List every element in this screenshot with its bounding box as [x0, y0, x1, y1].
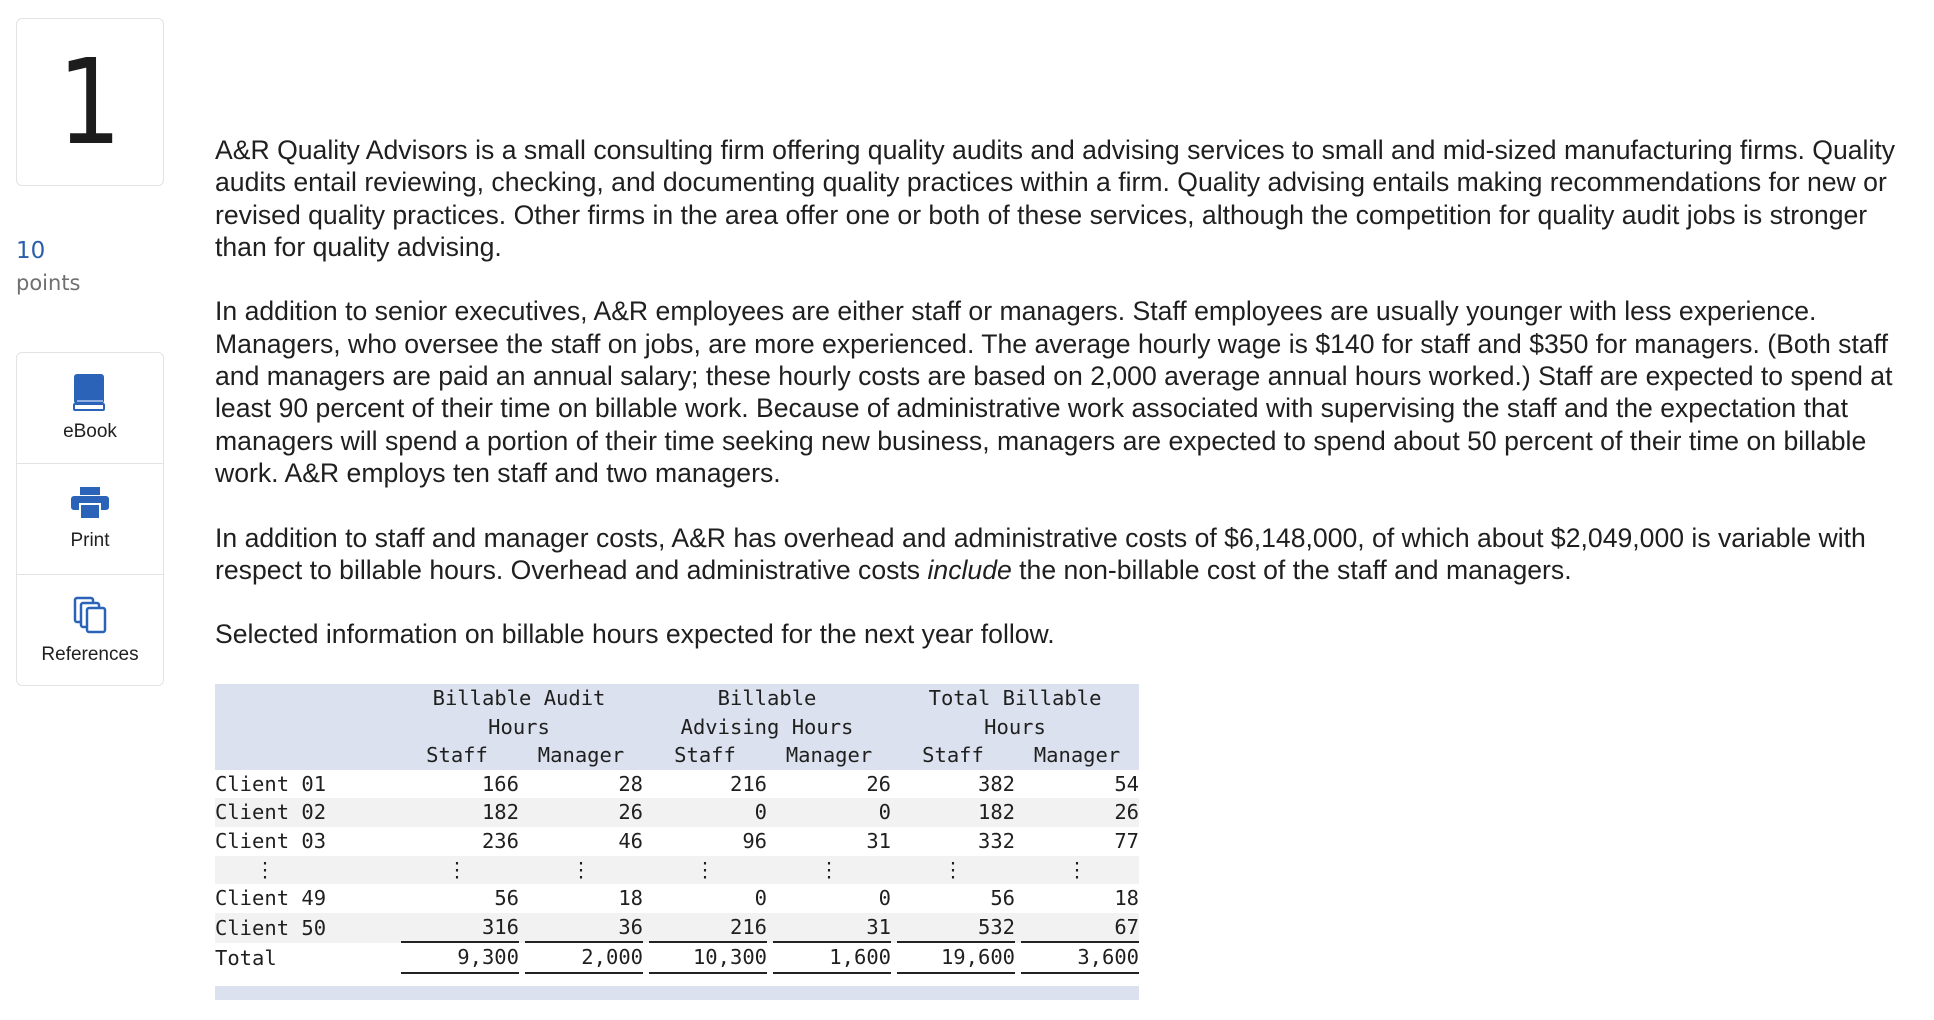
cell: 532: [897, 913, 1015, 944]
points-value: 10: [16, 238, 46, 264]
cell: 67: [1021, 913, 1139, 944]
cell: 332: [977, 828, 1016, 853]
vertical-ellipsis: ⋮: [694, 857, 716, 882]
advising-header-line2: Advising Hours: [680, 714, 854, 739]
vertical-ellipsis: ⋮: [446, 857, 468, 882]
advising-header-line1: Billable: [717, 686, 817, 710]
paragraph-2: In addition to senior executives, A&R employees are either staff or managers. Staff employees are usually younger with less experience. Managers, who oversee the staff on jobs, are more experienced. The average hourly wage is $140 for staff and $350 for managers. (Both staff and managers are paid an annual salary; these hourly costs are based on 2,000 average annual hours worked.) Staff are expected to spend at least 90 percent of their time on billable work. Because of administrative work associated with supervising the staff and the expectation that managers will spend a portion of their time seeking new business, managers are expected to spend about 50 percent of their time on billable work. A&R employs ten staff and two managers.: [215, 296, 1893, 488]
print-button[interactable]: [17, 464, 163, 575]
cell: 56: [990, 886, 1016, 911]
cell: 0: [878, 800, 892, 825]
cell: 96: [742, 828, 768, 853]
cell: 182: [481, 800, 519, 825]
vertical-ellipsis: ⋮: [818, 857, 840, 882]
print-label: Print: [70, 530, 110, 551]
cell: 182: [977, 800, 1016, 825]
sub-header-row: [215, 741, 1139, 770]
row-label: Client 50: [215, 915, 327, 940]
cell: 216: [649, 913, 767, 944]
table-row: [215, 884, 1139, 913]
cell: 18: [1114, 886, 1140, 911]
row-label: Client 49: [215, 886, 327, 911]
cell: 46: [618, 828, 644, 853]
total-header-line1: Total Billable: [928, 686, 1102, 710]
cell: 216: [729, 771, 768, 796]
cell: 0: [754, 886, 768, 911]
row-label: Client 01: [215, 771, 327, 796]
ebook-label: eBook: [63, 421, 117, 442]
cell: 166: [481, 771, 519, 796]
cell: 77: [1114, 828, 1140, 853]
total-row: [215, 943, 1139, 974]
cell: 26: [618, 800, 644, 825]
cell: 31: [866, 828, 892, 853]
total-cell: 10,300: [649, 943, 767, 974]
table-row: [215, 798, 1139, 827]
paragraph-3: [215, 522, 1920, 587]
total-header-line2: Hours: [984, 714, 1046, 739]
book-icon: [73, 373, 107, 411]
table-row: [215, 770, 1139, 799]
total-cell: 2,000: [525, 943, 643, 974]
ebook-button[interactable]: [17, 353, 163, 464]
group-header-row-1: [215, 684, 1139, 713]
cell: 236: [481, 828, 519, 853]
subheader-audit-staff: Staff: [426, 743, 488, 768]
total-cell: 9,300: [401, 943, 519, 974]
cell: 18: [618, 886, 644, 911]
cell: 26: [1114, 800, 1140, 825]
audit-header-line2: Hours: [488, 714, 550, 739]
vertical-ellipsis: ⋮: [1066, 857, 1088, 882]
billable-hours-table-wrap: [215, 684, 1139, 1000]
paragraph-3-end: the non-billable cost of the staff and managers.: [1011, 554, 1572, 585]
cell: 0: [878, 886, 892, 911]
paragraph-3-start: In addition to staff and manager costs, A&R has overhead and administrative costs of $6,148,000, of which about $2,049,000 is variable with respect to billable hours. Overhead and administrative costs: [215, 522, 1866, 585]
billable-hours-table: [215, 684, 1139, 974]
cell: 54: [1114, 771, 1140, 796]
vertical-ellipsis: ⋮: [254, 857, 276, 882]
cell: 26: [866, 771, 892, 796]
points-label: points: [16, 271, 81, 295]
cell: 0: [754, 800, 768, 825]
cell: 36: [525, 913, 643, 944]
row-label: Client 03: [215, 828, 327, 853]
references-button[interactable]: [17, 575, 163, 686]
table-row: [215, 827, 1139, 856]
cell: 28: [618, 771, 644, 796]
question-number-box: [16, 18, 164, 186]
vertical-ellipsis: ⋮: [570, 857, 592, 882]
total-cell: 19,600: [897, 943, 1015, 974]
problem-text: [215, 134, 1920, 683]
tools-panel: [16, 352, 164, 686]
paragraph-1: A&R Quality Advisors is a small consulting firm offering quality audits and advising services to small and mid-sized manufacturing firms. Quality audits entail reviewing, checking, and documenting quality practices within a firm. Quality advising entails making recommendations for new or revised quality practices. Other firms in the area offer one or both of these services, although the competition for quality audit jobs is stronger than for quality advising.: [215, 135, 1896, 262]
ellipsis-row: [215, 856, 1139, 885]
table-row: [215, 913, 1139, 944]
vertical-ellipsis: ⋮: [942, 857, 964, 882]
references-label: References: [41, 643, 139, 665]
subheader-audit-manager: Manager: [537, 743, 625, 768]
total-cell: 3,600: [1021, 943, 1139, 974]
cell: 31: [773, 913, 891, 944]
question-number: 1: [58, 33, 122, 171]
cell: 316: [401, 913, 519, 944]
audit-header-line1: Billable Audit: [432, 686, 606, 710]
paragraph-4: Selected information on billable hours expected for the next year follow.: [215, 619, 1055, 650]
cell: 56: [494, 886, 519, 911]
group-header-row-2: [215, 713, 1139, 742]
paragraph-3-italic: include: [927, 554, 1012, 585]
row-label: Client 02: [215, 800, 327, 825]
subheader-advising-manager: Manager: [785, 743, 873, 768]
cell: 382: [977, 771, 1016, 796]
subheader-advising-staff: Staff: [674, 743, 736, 768]
total-cell: 1,600: [773, 943, 891, 974]
subheader-total-staff: Staff: [922, 743, 984, 768]
printer-icon: [70, 486, 110, 520]
row-label: Total: [215, 946, 277, 971]
table-footer-bar: [215, 986, 1139, 1000]
subheader-total-manager: Manager: [1033, 743, 1121, 768]
copy-documents-icon: [73, 596, 107, 634]
